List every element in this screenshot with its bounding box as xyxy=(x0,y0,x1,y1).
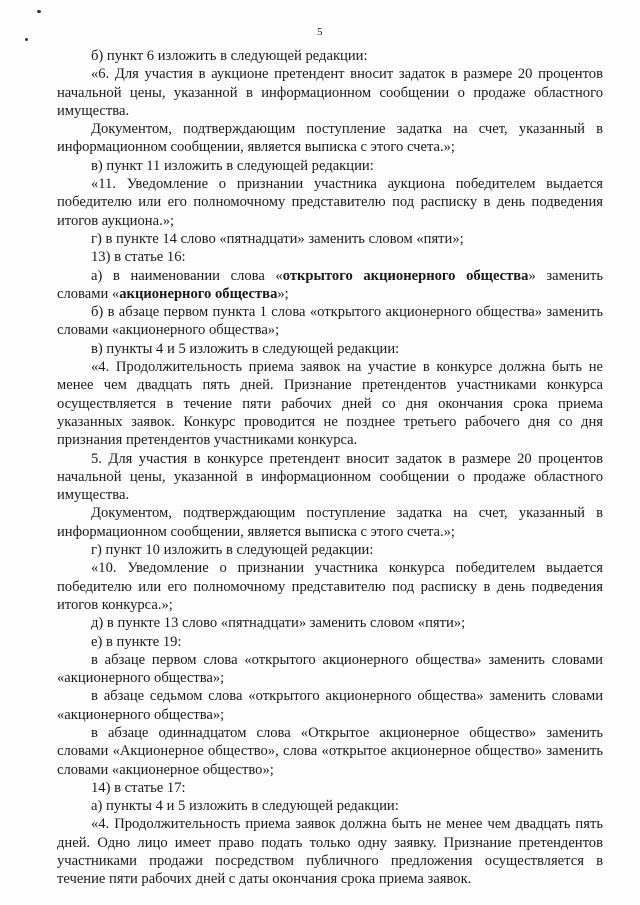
paragraph xyxy=(57,797,603,815)
scan-speck xyxy=(25,38,28,41)
paragraph xyxy=(57,303,603,340)
document-body xyxy=(57,47,603,889)
text-run: «4. Продолжительность приема заявок на участие в конкурсе должна быть не менее чем двадцать пять дней. Признание претендентов участниками конкурса осуществляется в течение пяти рабочих дней со дня окончания срока приема указанных заявок. Конкурс проводится не позднее третьего рабочего дня со дня признания претендентов участниками конкурса. xyxy=(57,359,603,449)
paragraph xyxy=(57,340,603,358)
text-run: б) в абзаце первом пункта 1 слова «открытого акционерного общества» заменить словами «акционерного общества»; xyxy=(57,304,603,339)
paragraph xyxy=(57,358,603,449)
text-run: в абзаце первом слова «открытого акционерного общества» заменить словами «акционерного общества»; xyxy=(57,651,603,687)
text-run: Документом, подтверждающим поступление задатка на счет, указанный в информационном сообщении, является выписка с этого счета.»; xyxy=(57,505,603,540)
paragraph xyxy=(57,267,603,304)
paragraph xyxy=(57,779,603,797)
text-run: » заменить словами « xyxy=(57,267,603,302)
text-run: в абзаце седьмом слова «открытого акционерного общества» заменить словами «акционерного общества»; xyxy=(57,688,603,723)
text-run: г) пункт 10 изложить в следующей редакции: xyxy=(91,542,374,559)
paragraph xyxy=(57,559,603,614)
text-run: »; xyxy=(277,285,289,302)
text-run: Документом, подтверждающим поступление задатка на счет, указанный в информационном сообщении, является выписка с этого счета.»; xyxy=(57,121,603,156)
text-run: а) пункты 4 и 5 изложить в следующей редакции: xyxy=(91,798,399,815)
bold-text-run: открытого акционерного общества xyxy=(282,267,529,284)
paragraph xyxy=(57,157,603,175)
scan-speck xyxy=(37,10,41,13)
text-run: в) пункт 11 изложить в следующей редакции: xyxy=(91,157,374,174)
text-run: «4. Продолжительность приема заявок должна быть не менее чем двадцать пять дней. Одно лицо имеет право подать только одну заявку. Признание претендентов участниками продажи посредством публичного предложения осуществляется в течение пяти рабочих дней с даты окончания срока приема заявок. xyxy=(57,816,603,888)
paragraph xyxy=(57,450,603,505)
paragraph xyxy=(57,815,603,888)
text-run: в абзаце одиннадцатом слова «Открытое акционерное общество» заменить словами «Акционерное общество», слова «открытое акционерное общество» заменить словами «акционерное общество»; xyxy=(57,724,603,778)
paragraph xyxy=(57,633,603,651)
paragraph xyxy=(57,248,603,266)
paragraph xyxy=(57,47,603,65)
text-run: в) пункты 4 и 5 изложить в следующей редакции: xyxy=(91,340,400,357)
text-run: 14) в статье 17: xyxy=(91,779,186,796)
text-run: «6. Для участия в аукционе претендент вносит задаток в размере 20 процентов начальной цены, указанной в информационном сообщении о продаже областного имущества. xyxy=(57,66,603,119)
paragraph xyxy=(57,504,603,541)
text-run: 13) в статье 16: xyxy=(91,249,186,266)
text-run: д) в пункте 13 слово «пятнадцати» заменить словом «пяти»; xyxy=(91,615,466,632)
text-run: «11. Уведомление о признании участника аукциона победителем выдается победителю или его полномочному представителю под расписку в день подведения итогов аукциона.»; xyxy=(57,176,603,229)
page-number: 5 xyxy=(317,26,323,38)
text-run: б) пункт 6 изложить в следующей редакции: xyxy=(91,48,368,64)
text-run: а) в наименовании слова « xyxy=(91,267,283,284)
paragraph xyxy=(57,120,603,157)
paragraph xyxy=(57,230,603,248)
paragraph xyxy=(57,651,603,688)
paragraph xyxy=(57,724,603,779)
text-run: 5. Для участия в конкурсе претендент вносит задаток в размере 20 процентов начальной цены, указанной в информационном сообщении о продаже областного имущества. xyxy=(57,450,603,504)
text-run: «10. Уведомление о признании участника конкурса победителем выдается победителю или его полномочному представителю под расписку в день подведения итогов конкурса.»; xyxy=(57,560,603,613)
text-run: е) в пункте 19: xyxy=(91,633,182,650)
bold-text-run: акционерного общества xyxy=(119,285,278,302)
paragraph xyxy=(57,687,603,724)
paragraph xyxy=(57,65,603,120)
paragraph xyxy=(57,541,603,559)
text-run: г) в пункте 14 слово «пятнадцати» заменить словом «пяти»; xyxy=(91,230,464,247)
paragraph xyxy=(57,175,603,230)
paragraph xyxy=(57,614,603,632)
